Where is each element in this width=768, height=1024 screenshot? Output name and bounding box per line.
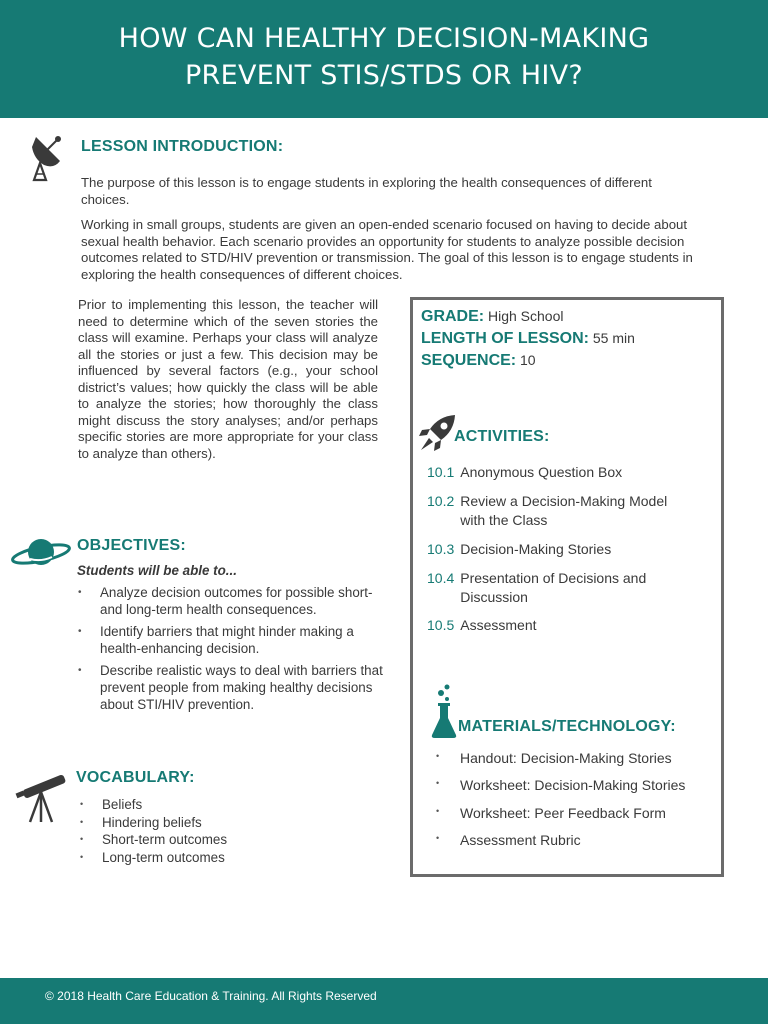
grade-value: High School: [488, 308, 564, 324]
grade-line: [421, 308, 564, 326]
objectives-title: OBJECTIVES:: [77, 537, 186, 554]
sequence-label: SEQUENCE:: [421, 352, 517, 369]
activity-item: 10.1 Anonymous Question Box: [427, 464, 623, 480]
grade-label: GRADE:: [421, 308, 485, 325]
intro-paragraph-2: Working in small groups, students are given an open-ended scenario focused on having to decide about sexual health behavior. Each scenario provides an opportunity for students to analyze possible decision outcomes related to STD/HIV prevention or transmission. The goal of this lesson is to engage students in exploring the health consequences of different choices.: [81, 217, 693, 282]
rocket-icon: [417, 412, 459, 454]
satellite-dish-icon: [26, 133, 66, 183]
sequence-line: [421, 352, 536, 370]
intro-paragraph-1: The purpose of this lesson is to engage students in exploring the health consequences of different choices.: [81, 175, 652, 207]
page-footer: [0, 978, 768, 1024]
materials-title: MATERIALS/TECHNOLOGY:: [458, 718, 676, 735]
vocabulary-item: • Short-term outcomes: [78, 831, 328, 849]
material-item: • Worksheet: Peer Feedback Form: [460, 805, 666, 821]
vocabulary-item: • Beliefs: [78, 796, 328, 814]
sequence-value: 10: [520, 352, 536, 368]
activity-item: 10.3 Decision-Making Stories: [427, 541, 612, 557]
material-item: • Worksheet: Decision-Making Stories: [460, 777, 685, 793]
length-line: [421, 330, 635, 348]
length-value: 55 min: [592, 330, 635, 346]
vocabulary-item: • Hindering beliefs: [78, 814, 328, 832]
vocabulary-item: • Long-term outcomes: [78, 849, 328, 867]
activity-item: 10.5 Assessment: [427, 617, 537, 633]
lesson-details-box: [410, 297, 724, 877]
planet-icon: [10, 532, 72, 572]
material-item: • Assessment Rubric: [460, 832, 581, 848]
activity-item: 10.4 Presentation of Decisions and Discussion: [427, 570, 647, 605]
prior-paragraph: Prior to implementing this lesson, the teacher will need to determine which of the seven stories the class will examine. Perhaps your class will analyze all the stories or just a few. This decision may be influenced by several factors (e.g., your school district’s values; how quickly the class will be able to analyze the stories; how thoroughly the class might discuss the story analyses; and/or perhaps specific stories are more appropriate for your class to analyze than others).: [78, 297, 378, 461]
objectives-list: [78, 584, 393, 718]
activities-title: ACTIVITIES:: [454, 428, 550, 445]
activity-item: 10.2 Review a Decision-Making Model with the Class: [427, 493, 668, 528]
copyright-text: © 2018 Health Care Education & Training. All Rights Reserved: [45, 989, 377, 1003]
objectives-subtitle: Students will be able to...: [77, 563, 237, 578]
objective-item: • Describe realistic ways to deal with barriers that prevent people from making healthy decisions about STI/HIV prevention.: [78, 662, 393, 713]
length-label: LENGTH OF LESSON:: [421, 330, 589, 347]
page-header: [0, 0, 768, 118]
material-item: • Handout: Decision-Making Stories: [460, 750, 672, 766]
vocabulary-list: [78, 796, 328, 866]
intro-title: LESSON INTRODUCTION:: [81, 138, 284, 155]
flask-icon: [429, 683, 459, 739]
objective-item: • Identify barriers that might hinder making a health-enhancing decision.: [78, 623, 393, 657]
vocabulary-title: VOCABULARY:: [76, 769, 195, 786]
objective-item: • Analyze decision outcomes for possible short- and long-term health consequences.: [78, 584, 393, 618]
telescope-icon: [14, 768, 70, 824]
page-title: HOW CAN HEALTHY DECISION-MAKING PREVENT STIS/STDS OR HIV?: [118, 23, 650, 91]
